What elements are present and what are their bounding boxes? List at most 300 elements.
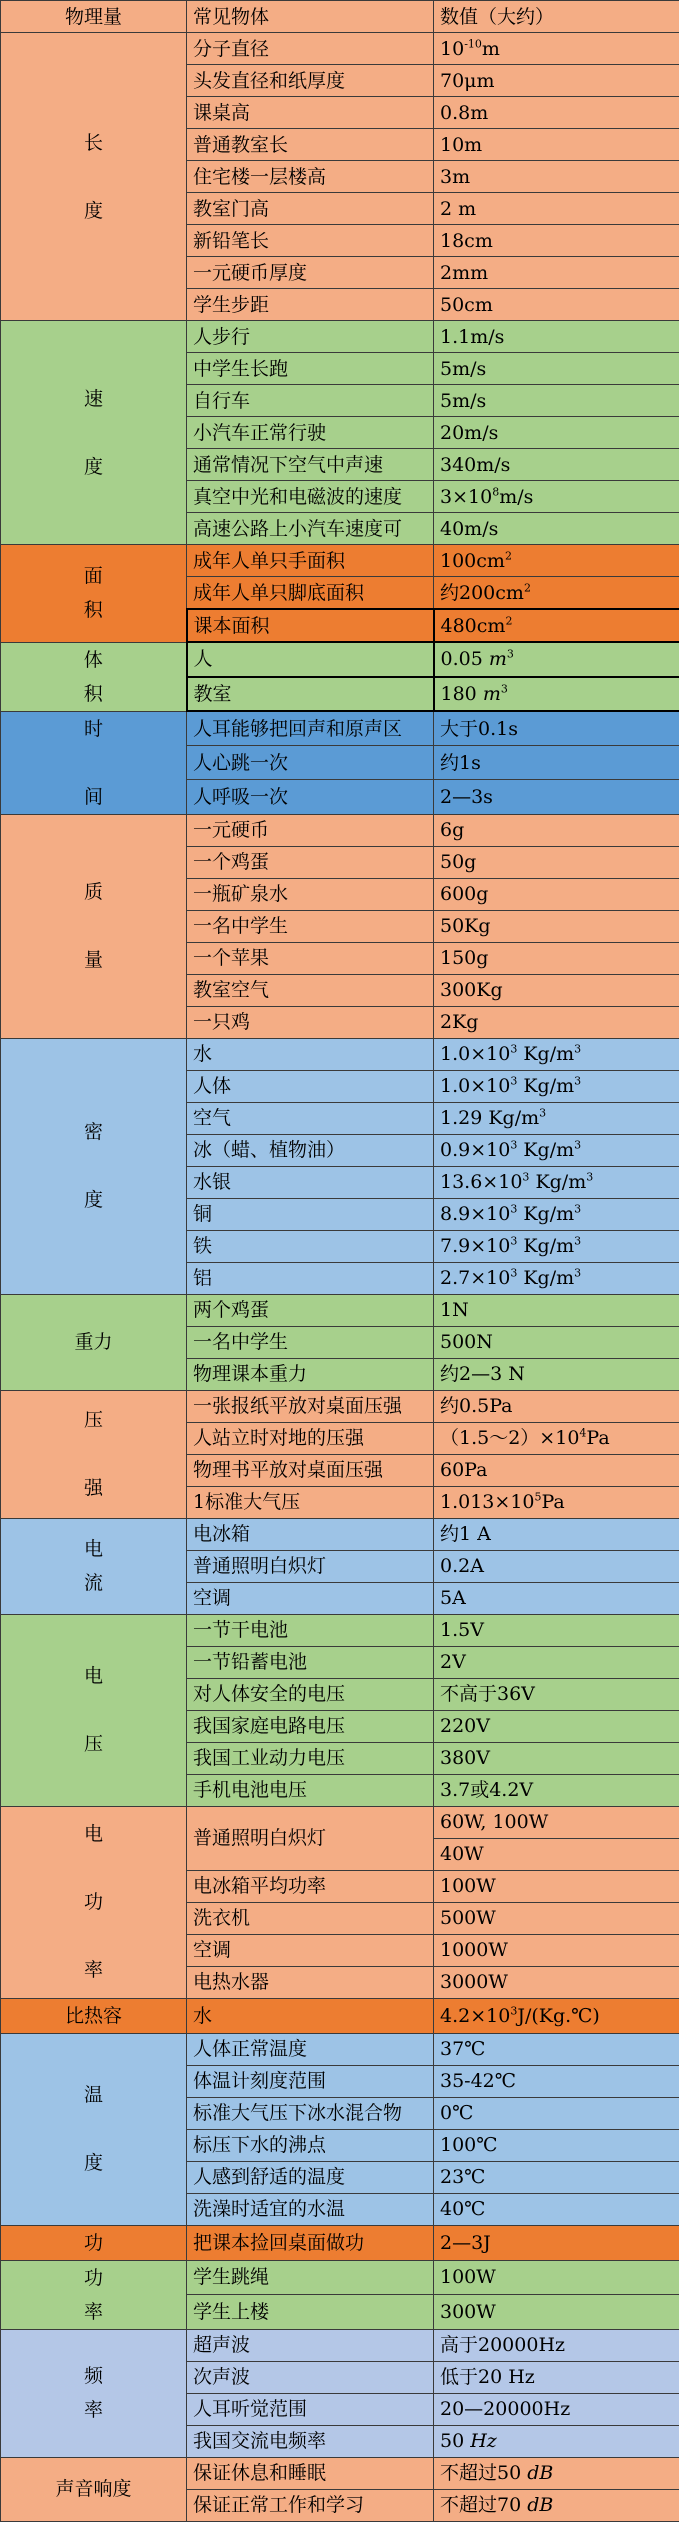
item-cell: 超声波 (187, 2329, 434, 2361)
table-row (1, 1518, 679, 1550)
value-cell (434, 2489, 679, 2521)
item-cell: 一瓶矿泉水 (187, 878, 434, 910)
value-cell (434, 513, 679, 545)
value-sup: 2 (524, 581, 531, 594)
value-val: （1.5～2）×10 (440, 1427, 579, 1449)
value-cell (434, 321, 679, 353)
table-body (1, 33, 679, 2522)
category-label: 电 流 (84, 1532, 103, 1600)
item-cell: 铝 (187, 1262, 434, 1294)
value-cell (434, 1646, 679, 1678)
table-row (1, 2225, 679, 2260)
value-val: 1000W (440, 1939, 508, 1961)
value-italic: Hz (470, 2430, 497, 2452)
item-cell: 人心跳一次 (187, 746, 434, 780)
value-cell (434, 193, 679, 225)
table-row (1, 1614, 679, 1646)
item-cell: 普通照明白炽灯 (187, 1806, 434, 1870)
table-row (1, 642, 679, 677)
value-cell (434, 2457, 679, 2489)
value-cell (434, 1262, 679, 1294)
value-cell (434, 1198, 679, 1230)
item-cell: 空调 (187, 1934, 434, 1966)
value-val: 20m/s (440, 422, 498, 444)
item-cell: 普通教室长 (187, 129, 434, 161)
table-row (1, 1390, 679, 1422)
value-val: 60Pa (440, 1459, 487, 1481)
value-val: 6g (440, 819, 464, 841)
value-val: 不超过50 (440, 2462, 527, 2484)
item-cell: 保证休息和睡眠 (187, 2457, 434, 2489)
value-cell (434, 1166, 679, 1198)
table-row (1, 2457, 679, 2489)
item-cell: 对人体安全的电压 (187, 1678, 434, 1710)
value-post: Kg/m (517, 1043, 574, 1065)
value-cell (434, 1710, 679, 1742)
value-val: 2mm (440, 262, 488, 284)
table-row (1, 33, 679, 65)
item-cell: 成年人单只手面积 (187, 545, 434, 577)
value-val: 20—20000Hz (440, 2398, 570, 2420)
table-row (1, 1038, 679, 1070)
table-row (1, 2329, 679, 2361)
value-cell (434, 1806, 679, 1838)
category-cell (1, 642, 187, 711)
value-cell (434, 1678, 679, 1710)
value-cell (434, 711, 679, 746)
value-cell (434, 1358, 679, 1390)
category-label: 频 率 (84, 2359, 103, 2427)
item-cell: 保证正常工作和学习 (187, 2489, 434, 2521)
item-cell: 体温计刻度范围 (187, 2065, 434, 2097)
value-cell (434, 385, 679, 417)
value-cell (434, 97, 679, 129)
item-cell: 一名中学生 (187, 910, 434, 942)
value-sup2: 3 (574, 1203, 581, 1216)
value-val: 约1 A (440, 1523, 491, 1545)
value-italic: dB (527, 2494, 553, 2516)
value-cell (434, 1838, 679, 1870)
item-cell: 人耳能够把回声和原声区 (187, 711, 434, 746)
item-cell: 水 (187, 1038, 434, 1070)
value-val: 37℃ (440, 2038, 485, 2060)
item-cell: 洗衣机 (187, 1902, 434, 1934)
header-object: 常见物体 (187, 1, 434, 33)
value-sup2: 3 (574, 1043, 581, 1056)
category-cell (1, 1614, 187, 1806)
value-sup: 3 (539, 1107, 546, 1120)
value-val: 50g (440, 851, 476, 873)
category-label: 速 度 (84, 382, 103, 484)
item-cell: 把课本捡回桌面做功 (187, 2225, 434, 2260)
value-post: m/s (499, 486, 533, 508)
value-val: 3m (440, 166, 470, 188)
item-cell: 真空中光和电磁波的速度 (187, 481, 434, 513)
category-cell (1, 2457, 187, 2521)
item-cell: 一只鸡 (187, 1006, 434, 1038)
value-cell (434, 1742, 679, 1774)
value-cell (434, 2033, 679, 2065)
value-val: 约0.5Pa (440, 1395, 512, 1417)
value-val: 大于0.1s (440, 718, 518, 740)
category-cell (1, 1518, 187, 1614)
value-cell (434, 2193, 679, 2225)
table-row (1, 1294, 679, 1326)
category-label: 时 间 (84, 712, 103, 814)
value-val: 100W (440, 1875, 496, 1897)
item-cell: 人 (187, 642, 434, 677)
value-val: 约2—3 N (440, 1363, 525, 1385)
value-cell (434, 257, 679, 289)
category-label: 功 率 (84, 2261, 103, 2329)
value-val: 8.9×10 (440, 1203, 510, 1225)
category-cell (1, 2033, 187, 2225)
header-quantity: 物理量 (1, 1, 187, 33)
value-val: 380V (440, 1747, 490, 1769)
value-cell (434, 1070, 679, 1102)
value-post: Pa (542, 1491, 565, 1513)
category-label: 面 积 (84, 559, 103, 627)
value-sup: 5 (535, 1491, 542, 1504)
value-cell (434, 1006, 679, 1038)
category-cell (1, 2225, 187, 2260)
category-cell (1, 1998, 187, 2033)
item-cell: 电冰箱平均功率 (187, 1870, 434, 1902)
value-cell (434, 2097, 679, 2129)
item-cell: 人耳听觉范围 (187, 2393, 434, 2425)
value-cell (434, 1134, 679, 1166)
value-cell (434, 746, 679, 780)
item-cell: 头发直径和纸厚度 (187, 65, 434, 97)
item-cell: 小汽车正常行驶 (187, 417, 434, 449)
value-val: 5m/s (440, 390, 486, 412)
item-cell: 学生步距 (187, 289, 434, 321)
item-cell: 标压下水的沸点 (187, 2129, 434, 2161)
value-val: 600g (440, 883, 488, 905)
value-sup: 2 (505, 614, 512, 627)
value-cell (434, 161, 679, 193)
value-val: 480cm (441, 615, 506, 637)
value-cell (434, 545, 679, 577)
value-sup: -10 (464, 37, 482, 50)
value-cell (434, 942, 679, 974)
value-val: 0.9×10 (440, 1139, 510, 1161)
value-cell (434, 1038, 679, 1070)
value-cell (434, 1422, 679, 1454)
item-cell: 我国工业动力电压 (187, 1742, 434, 1774)
item-cell: 人步行 (187, 321, 434, 353)
item-cell: 物理书平放对桌面压强 (187, 1454, 434, 1486)
item-cell: 一元硬币 (187, 814, 434, 846)
value-cell (434, 2295, 679, 2330)
value-val: 50 (440, 2430, 470, 2452)
item-cell: 教室 (187, 677, 434, 712)
value-post: m (482, 38, 500, 60)
value-cell (434, 814, 679, 846)
value-cell (434, 2129, 679, 2161)
value-cell (434, 2065, 679, 2097)
value-val: 2Kg (440, 1011, 478, 1033)
value-cell (434, 846, 679, 878)
item-cell: 课本面积 (187, 609, 434, 642)
value-cell (434, 1550, 679, 1582)
value-cell (434, 1102, 679, 1134)
value-val: 18cm (440, 230, 493, 252)
value-val: 2V (440, 1651, 466, 1673)
value-val: 300Kg (440, 979, 503, 1001)
category-label: 压 强 (84, 1403, 103, 1505)
value-cell (434, 2161, 679, 2193)
item-cell: 高速公路上小汽车速度可 (187, 513, 434, 545)
value-cell (434, 2393, 679, 2425)
item-cell: 我国家庭电路电压 (187, 1710, 434, 1742)
category-label: 功 (84, 2226, 103, 2260)
value-sup: 3 (510, 1075, 517, 1088)
value-cell (434, 780, 679, 814)
value-val: 50Kg (440, 915, 491, 937)
value-sup2: 3 (574, 1075, 581, 1088)
item-cell: 空调 (187, 1582, 434, 1614)
value-val: 1.013×10 (440, 1491, 535, 1513)
category-cell (1, 545, 187, 643)
item-cell: 电热水器 (187, 1966, 434, 1998)
value-cell (434, 878, 679, 910)
item-cell: 人体正常温度 (187, 2033, 434, 2065)
category-cell (1, 1294, 187, 1390)
value-cell (434, 1582, 679, 1614)
category-cell (1, 1038, 187, 1294)
table-row (1, 1998, 679, 2033)
category-cell (1, 1390, 187, 1518)
value-cell (434, 449, 679, 481)
table-row (1, 814, 679, 846)
item-cell: 1标准大气压 (187, 1486, 434, 1518)
value-sup: 3 (510, 1235, 517, 1248)
value-val: 150g (440, 947, 488, 969)
value-sup: 3 (510, 1267, 517, 1280)
value-cell (434, 2361, 679, 2393)
value-cell (434, 1518, 679, 1550)
value-sup2: 3 (574, 1267, 581, 1280)
value-val: 13.6×10 (440, 1171, 522, 1193)
category-cell (1, 2329, 187, 2457)
item-cell: 两个鸡蛋 (187, 1294, 434, 1326)
value-post: Kg/m (517, 1139, 574, 1161)
item-cell: 学生上楼 (187, 2295, 434, 2330)
value-cell (434, 1934, 679, 1966)
value-val: 1.5V (440, 1619, 484, 1641)
table-row (1, 2260, 679, 2295)
item-cell: 课桌高 (187, 97, 434, 129)
value-val: 60W, 100W (440, 1811, 548, 1833)
category-cell (1, 2260, 187, 2329)
item-cell: 通常情况下空气中声速 (187, 449, 434, 481)
item-cell: 教室门高 (187, 193, 434, 225)
item-cell: 电冰箱 (187, 1518, 434, 1550)
value-post: Kg/m (517, 1235, 574, 1257)
item-cell: 中学生长跑 (187, 353, 434, 385)
value-val: 5A (440, 1587, 466, 1609)
value-sup: 3 (510, 1203, 517, 1216)
value-val: 1.29 Kg/m (440, 1107, 539, 1129)
value-val: 340m/s (440, 454, 510, 476)
item-cell: 住宅楼一层楼高 (187, 161, 434, 193)
item-cell: 次声波 (187, 2361, 434, 2393)
category-cell (1, 33, 187, 321)
value-cell (434, 1326, 679, 1358)
category-label: 声音响度 (55, 2472, 131, 2506)
value-val: 3×10 (440, 486, 492, 508)
item-cell: 一名中学生 (187, 1326, 434, 1358)
item-cell: 人站立时对地的压强 (187, 1422, 434, 1454)
item-cell: 空气 (187, 1102, 434, 1134)
value-sup2: 3 (586, 1171, 593, 1184)
value-val: 100cm (440, 550, 505, 572)
value-val: 1N (440, 1299, 469, 1321)
value-sup: 3 (510, 1139, 517, 1152)
category-cell (1, 321, 187, 545)
value-cell (434, 1966, 679, 1998)
value-val: 2 m (440, 198, 476, 220)
value-cell (434, 2260, 679, 2295)
value-val: 7.9×10 (440, 1235, 510, 1257)
value-cell (434, 1294, 679, 1326)
value-post: J/(Kg.℃) (517, 2005, 600, 2027)
value-cell (434, 1454, 679, 1486)
item-cell: 一个鸡蛋 (187, 846, 434, 878)
value-sup: 3 (501, 682, 508, 695)
value-val: 3000W (440, 1971, 508, 1993)
item-cell: 一节铅蓄电池 (187, 1646, 434, 1678)
value-val: 不高于36V (440, 1683, 535, 1705)
item-cell: 一节干电池 (187, 1614, 434, 1646)
value-cell (434, 2425, 679, 2457)
value-val: 1.0×10 (440, 1043, 510, 1065)
item-cell: 铜 (187, 1198, 434, 1230)
category-label: 密 度 (84, 1115, 103, 1217)
item-cell: 一元硬币厚度 (187, 257, 434, 289)
value-cell (434, 2329, 679, 2361)
value-cell (434, 129, 679, 161)
item-cell: 冰（蜡、植物油） (187, 1134, 434, 1166)
value-cell (434, 417, 679, 449)
value-italic: m (483, 683, 501, 705)
category-label: 体 积 (84, 643, 103, 711)
value-val: 220V (440, 1715, 490, 1737)
value-cell (434, 1902, 679, 1934)
value-cell (434, 1390, 679, 1422)
category-cell (1, 1806, 187, 1998)
item-cell: 手机电池电压 (187, 1774, 434, 1806)
value-val: 2.7×10 (440, 1267, 510, 1289)
value-post: Kg/m (517, 1203, 574, 1225)
value-cell (434, 577, 679, 610)
value-post: Kg/m (517, 1075, 574, 1097)
value-val: 100℃ (440, 2134, 498, 2156)
value-cell (434, 2225, 679, 2260)
value-cell (434, 974, 679, 1006)
value-sup2: 3 (574, 1139, 581, 1152)
value-val: 10m (440, 134, 482, 156)
value-sup: 3 (522, 1171, 529, 1184)
value-val: 23℃ (440, 2166, 485, 2188)
value-sup: 2 (505, 549, 512, 562)
value-val: 0.2A (440, 1555, 484, 1577)
value-cell (434, 225, 679, 257)
item-cell: 成年人单只脚底面积 (187, 577, 434, 610)
item-cell: 铁 (187, 1230, 434, 1262)
value-val: 40W (440, 1843, 484, 1865)
value-val: 5m/s (440, 358, 486, 380)
value-cell (434, 481, 679, 513)
table-row (1, 321, 679, 353)
table-row (1, 711, 679, 746)
item-cell: 一张报纸平放对桌面压强 (187, 1390, 434, 1422)
category-label: 长 度 (84, 126, 103, 228)
value-val: 2—3s (440, 786, 493, 808)
value-cell (434, 65, 679, 97)
item-cell: 新铅笔长 (187, 225, 434, 257)
value-cell (434, 1870, 679, 1902)
item-cell: 学生跳绳 (187, 2260, 434, 2295)
value-val: 0℃ (440, 2102, 473, 2124)
category-label: 电 功 率 (84, 1817, 103, 1987)
value-val: 70μm (440, 70, 495, 92)
value-val: 不超过70 (440, 2494, 527, 2516)
category-cell (1, 711, 187, 814)
value-cell (434, 677, 679, 712)
value-val: 10 (440, 38, 464, 60)
table-header-row (1, 1, 679, 33)
category-label: 比热容 (65, 1999, 122, 2033)
value-val: 1.1m/s (440, 326, 504, 348)
item-cell: 标准大气压下冰水混合物 (187, 2097, 434, 2129)
value-val: 35-42℃ (440, 2070, 516, 2092)
value-sup2: 3 (574, 1235, 581, 1248)
value-post: Kg/m (529, 1171, 586, 1193)
value-cell (434, 642, 679, 677)
item-cell: 分子直径 (187, 33, 434, 65)
value-val: 50cm (440, 294, 493, 316)
value-cell (434, 33, 679, 65)
category-label: 电 压 (84, 1659, 103, 1761)
category-label: 温 度 (84, 2078, 103, 2180)
category-label: 重力 (74, 1325, 112, 1359)
value-val: 2—3J (440, 2232, 491, 2254)
value-val: 4.2×10 (440, 2005, 510, 2027)
value-val: 3.7或4.2V (440, 1779, 533, 1801)
header-value: 数值（大约） (434, 1, 679, 33)
value-cell (434, 1774, 679, 1806)
item-cell: 水 (187, 1998, 434, 2033)
value-val: 高于20000Hz (440, 2334, 565, 2356)
item-cell: 教室空气 (187, 974, 434, 1006)
value-sup: 3 (510, 2004, 517, 2017)
table-row (1, 1806, 679, 1838)
value-sup: 3 (510, 1043, 517, 1056)
value-val: 500N (440, 1331, 493, 1353)
value-cell (434, 353, 679, 385)
category-label: 质 量 (84, 875, 103, 977)
category-cell (1, 814, 187, 1038)
value-cell (434, 1998, 679, 2033)
value-val: 0.8m (440, 102, 488, 124)
value-val: 40℃ (440, 2198, 485, 2220)
value-val: 0.05 (441, 648, 489, 670)
value-val: 100W (440, 2266, 496, 2288)
item-cell: 人呼吸一次 (187, 780, 434, 814)
value-sup: 8 (492, 485, 499, 498)
